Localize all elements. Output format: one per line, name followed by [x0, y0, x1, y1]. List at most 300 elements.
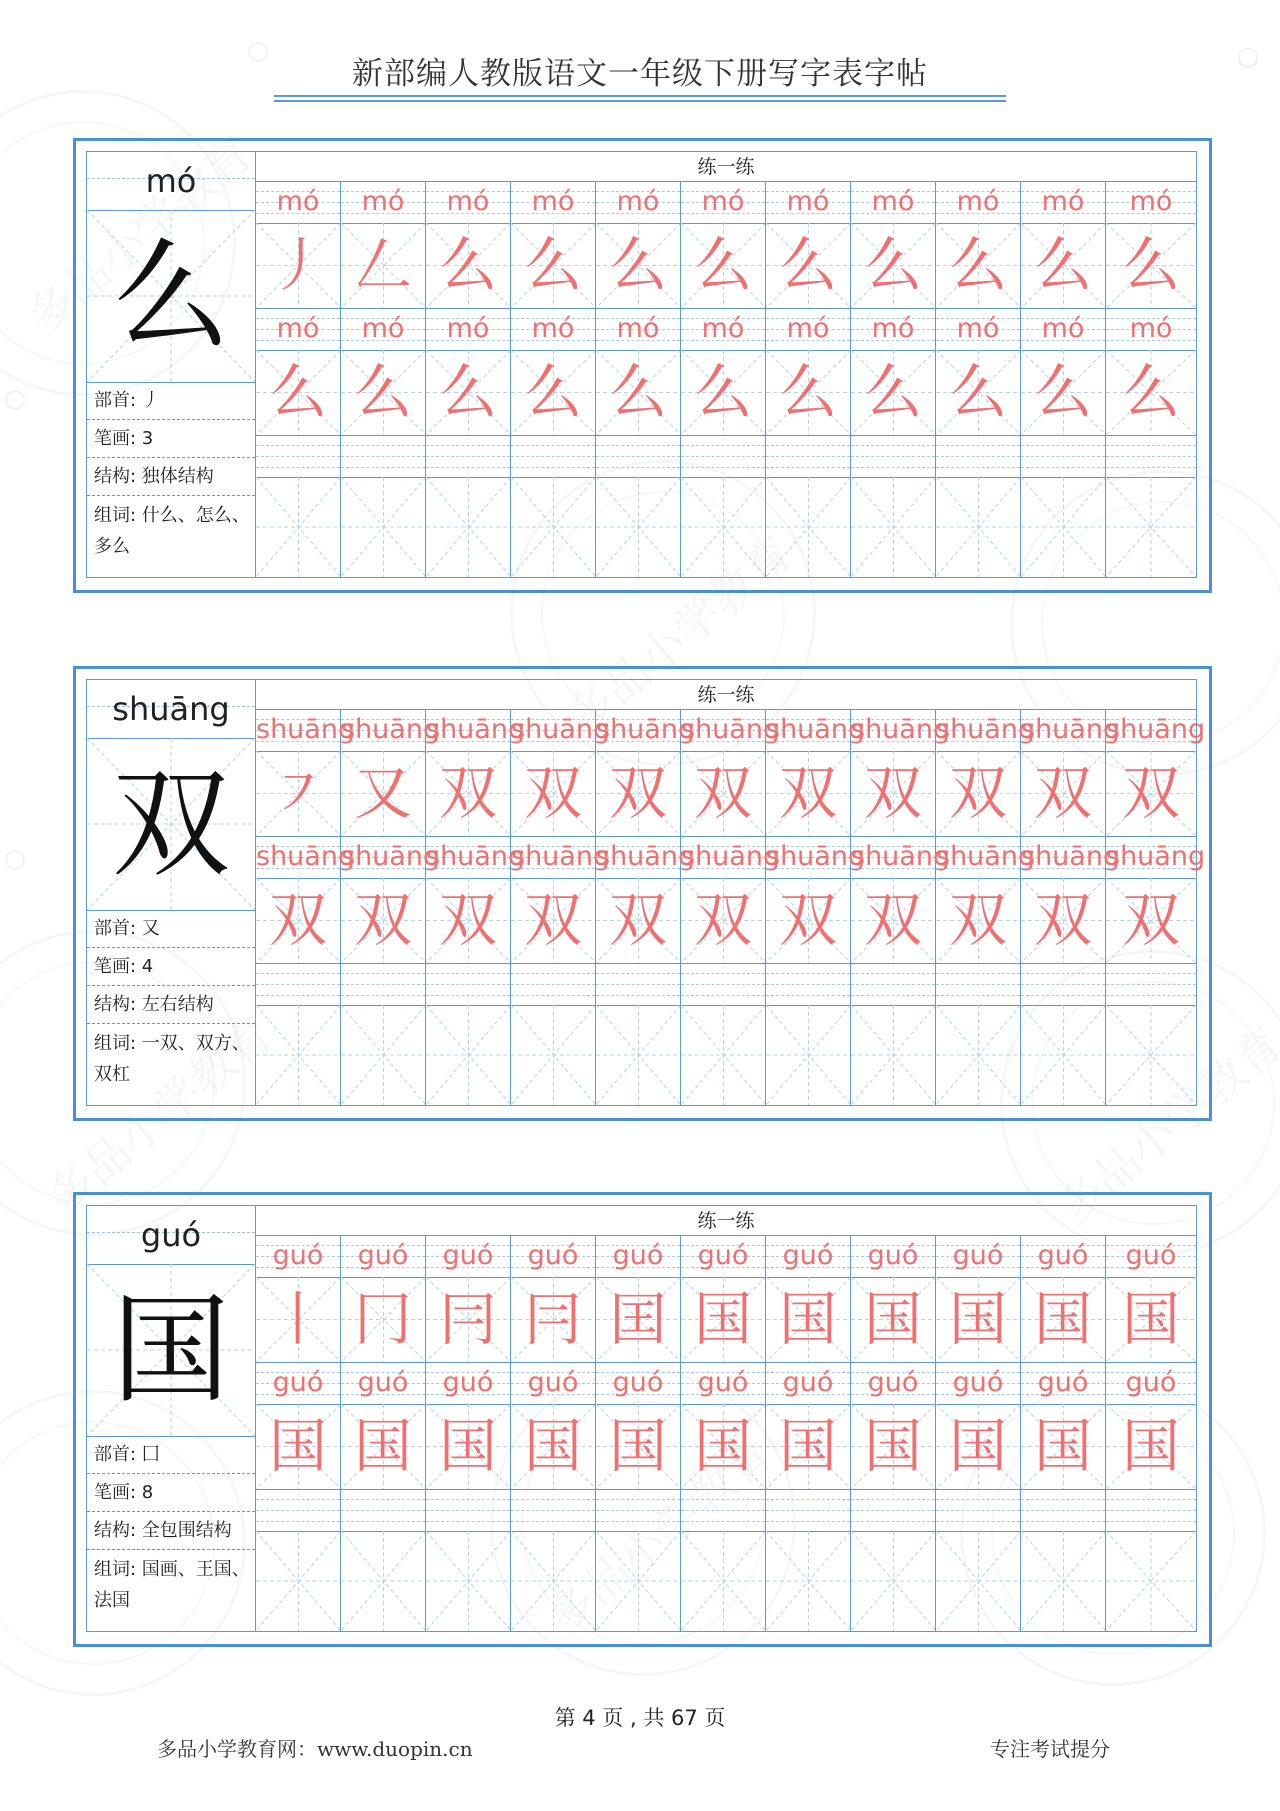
practice-cell[interactable]: [596, 223, 681, 308]
pinyin-trace: mó: [701, 186, 745, 217]
practice-cell[interactable]: [1106, 1531, 1196, 1631]
practice-cell[interactable]: [1106, 751, 1196, 836]
practice-cell[interactable]: [1021, 350, 1106, 435]
character-card: [73, 1192, 1212, 1647]
practice-cell[interactable]: [341, 1531, 426, 1631]
pinyin-trace: mó: [616, 186, 660, 217]
practice-cell[interactable]: [511, 1404, 596, 1489]
pinyin-cell[interactable]: [936, 709, 1036, 751]
practice-cell[interactable]: [936, 477, 1021, 577]
pinyin-cell[interactable]: [596, 836, 696, 878]
trace-character: 么: [778, 358, 837, 426]
pinyin-trace: shuāng: [851, 841, 951, 872]
practice-cell[interactable]: [341, 350, 426, 435]
trace-character: 冃: [523, 1285, 582, 1353]
pinyin-cell[interactable]: [511, 709, 611, 751]
practice-cell[interactable]: [1021, 223, 1106, 308]
pinyin-guide-line: [256, 1510, 340, 1511]
trace-character: 双: [438, 886, 497, 954]
practice-cell[interactable]: [1106, 350, 1196, 435]
practice-cell[interactable]: [511, 751, 596, 836]
pinyin-trace: guó: [697, 1240, 749, 1271]
practice-cell[interactable]: [511, 477, 596, 577]
page-number: 第 4 页 , 共 67 页: [554, 1706, 726, 1730]
pinyin-cell[interactable]: [596, 308, 681, 350]
pinyin-cell[interactable]: [256, 836, 356, 878]
pinyin-guide-line: [511, 1510, 595, 1511]
pinyin-guide-line: [851, 1499, 935, 1500]
pinyin-cell[interactable]: [681, 1489, 766, 1531]
pinyin-guide-line: [766, 995, 850, 996]
practice-cell[interactable]: [681, 1404, 766, 1489]
pinyin-cell[interactable]: [1021, 1235, 1106, 1277]
pinyin-cell[interactable]: [851, 435, 936, 477]
pinyin-guide-line: [1106, 1521, 1196, 1522]
trace-character: 么: [863, 231, 922, 299]
trace-character: 么: [268, 358, 327, 426]
pinyin-cell[interactable]: [681, 836, 781, 878]
practice-cell[interactable]: [851, 878, 936, 963]
practice-cell[interactable]: [256, 1277, 341, 1362]
pinyin-cell[interactable]: [1106, 308, 1196, 350]
model-character-box: [87, 1264, 255, 1437]
pinyin-trace: shuāng: [1106, 841, 1206, 872]
tian-grid: [766, 1005, 851, 1105]
pinyin-guide-line: [596, 1521, 680, 1522]
trace-character: 国: [693, 1285, 752, 1353]
pinyin-cell[interactable]: [1021, 435, 1106, 477]
pinyin-cell[interactable]: [681, 1235, 766, 1277]
pinyin-cell[interactable]: [341, 709, 441, 751]
practice-cell[interactable]: [1021, 751, 1106, 836]
practice-cell[interactable]: [936, 1531, 1021, 1631]
pinyin-cell[interactable]: [851, 1362, 936, 1404]
pinyin-cell[interactable]: [851, 1235, 936, 1277]
practice-cell[interactable]: [681, 223, 766, 308]
character-info-panel: [87, 680, 256, 1105]
pinyin-cell[interactable]: [936, 963, 1021, 1005]
pinyin-cell[interactable]: [1021, 709, 1121, 751]
pinyin-cell[interactable]: [426, 836, 526, 878]
practice-cell[interactable]: [936, 1005, 1021, 1105]
pinyin-cell[interactable]: [766, 308, 851, 350]
pinyin-trace: shuāng: [596, 714, 696, 745]
pinyin-trace: mó: [531, 313, 575, 344]
practice-cell[interactable]: [426, 751, 511, 836]
pinyin-guide-line: [681, 995, 765, 996]
pinyin-trace: guó: [952, 1240, 1004, 1271]
practice-cell[interactable]: [256, 1404, 341, 1489]
practice-cell[interactable]: [851, 223, 936, 308]
pinyin-cell[interactable]: [936, 181, 1021, 223]
pinyin-cell[interactable]: [936, 435, 1021, 477]
practice-cell[interactable]: [341, 878, 426, 963]
pinyin-trace: guó: [527, 1367, 579, 1398]
tian-grid: [936, 477, 1021, 577]
pinyin-guide-line: [851, 995, 935, 996]
pinyin-cell[interactable]: [766, 1235, 851, 1277]
pinyin-guide-line: [341, 973, 425, 974]
practice-cell[interactable]: [1106, 1005, 1196, 1105]
pinyin-cell[interactable]: [426, 308, 511, 350]
pinyin-cell[interactable]: [256, 181, 341, 223]
trace-character: 国: [438, 1412, 497, 1480]
pinyin-cell[interactable]: [1106, 963, 1196, 1005]
practice-cell[interactable]: [341, 1404, 426, 1489]
practice-cell[interactable]: [256, 751, 341, 836]
pinyin-guide-line: [1021, 1521, 1105, 1522]
pinyin-cell[interactable]: [426, 963, 511, 1005]
pinyin-cell[interactable]: [341, 308, 426, 350]
model-character: 国: [111, 1281, 230, 1419]
practice-cell[interactable]: [596, 751, 681, 836]
pinyin-cell[interactable]: [256, 1235, 341, 1277]
practice-cell[interactable]: [681, 1277, 766, 1362]
pinyin-guide-line: [1106, 984, 1196, 985]
pinyin-cell[interactable]: [596, 709, 696, 751]
pinyin-cell[interactable]: [596, 1489, 681, 1531]
character-card: [73, 138, 1212, 593]
title-underline: [274, 95, 1006, 97]
pinyin-cell[interactable]: [511, 308, 596, 350]
radical-label: 部首: 囗: [87, 1436, 255, 1474]
pinyin-trace: mó: [361, 313, 405, 344]
pinyin-guide-line: [511, 467, 595, 468]
practice-cell[interactable]: [596, 878, 681, 963]
practice-cell[interactable]: [766, 1277, 851, 1362]
pinyin-cell[interactable]: [596, 963, 681, 1005]
pinyin-cell[interactable]: [851, 1489, 936, 1531]
pinyin-guide-line: [426, 1521, 510, 1522]
pinyin-cell[interactable]: [256, 435, 341, 477]
practice-cell[interactable]: [1106, 223, 1196, 308]
pinyin-trace: mó: [446, 186, 490, 217]
pinyin-guide-line: [851, 1521, 935, 1522]
pinyin-cell[interactable]: [596, 181, 681, 223]
trace-character: 双: [1033, 886, 1092, 954]
pinyin-cell[interactable]: [256, 1362, 341, 1404]
practice-cell[interactable]: [1021, 477, 1106, 577]
trace-character: 么: [1033, 358, 1092, 426]
pinyin-cell[interactable]: [851, 308, 936, 350]
pinyin-cell[interactable]: [681, 963, 766, 1005]
pinyin-cell[interactable]: [511, 1235, 596, 1277]
practice-cell[interactable]: [511, 1005, 596, 1105]
practice-cell[interactable]: [1106, 878, 1196, 963]
pinyin-cell[interactable]: [426, 435, 511, 477]
pinyin-guide-line: [851, 445, 935, 446]
practice-cell[interactable]: [936, 751, 1021, 836]
pinyin-cell[interactable]: [426, 1235, 511, 1277]
pinyin-cell[interactable]: [1021, 1489, 1106, 1531]
pinyin-cell[interactable]: [511, 963, 596, 1005]
pinyin-cell[interactable]: [936, 308, 1021, 350]
pinyin-cell[interactable]: [426, 181, 511, 223]
pinyin-cell[interactable]: [851, 181, 936, 223]
trace-character: 双: [608, 759, 667, 827]
pinyin-guide-line: [341, 984, 425, 985]
pinyin-cell[interactable]: [341, 1235, 426, 1277]
pinyin-trace: guó: [272, 1240, 324, 1271]
practice-cell[interactable]: [341, 477, 426, 577]
pinyin-guide-line: [426, 973, 510, 974]
pinyin-cell[interactable]: [426, 1489, 511, 1531]
trace-character: 国: [1121, 1285, 1180, 1353]
practice-cell[interactable]: [426, 1531, 511, 1631]
pinyin-cell[interactable]: [1106, 1235, 1196, 1277]
practice-cell[interactable]: [936, 878, 1021, 963]
practice-cell[interactable]: [511, 350, 596, 435]
pinyin-trace: guó: [612, 1240, 664, 1271]
pinyin-cell[interactable]: [1106, 836, 1206, 878]
practice-cell[interactable]: [681, 1005, 766, 1105]
pinyin-cell[interactable]: [851, 963, 936, 1005]
pinyin-cell[interactable]: [766, 435, 851, 477]
footer-slogan: 专注考试提分: [990, 1737, 1110, 1761]
trace-character: 国: [353, 1412, 412, 1480]
pinyin-guide-line: [681, 1510, 765, 1511]
trace-character: 双: [693, 759, 752, 827]
practice-cell[interactable]: [596, 350, 681, 435]
practice-cell[interactable]: [766, 1531, 851, 1631]
practice-cell[interactable]: [851, 1005, 936, 1105]
pinyin-guide-line: [1021, 445, 1105, 446]
practice-cell[interactable]: [851, 1531, 936, 1631]
pinyin-guide-line: [511, 1499, 595, 1500]
practice-cell[interactable]: [936, 1404, 1021, 1489]
page-title: 新部编人教版语文一年级下册写字表字帖: [352, 56, 928, 92]
trace-character: 冃: [438, 1285, 497, 1353]
pinyin-cell[interactable]: [511, 435, 596, 477]
practice-cell[interactable]: [1106, 477, 1196, 577]
pinyin-cell[interactable]: [256, 709, 356, 751]
pinyin-cell[interactable]: [766, 836, 866, 878]
practice-panel: [256, 152, 1196, 577]
pinyin-cell[interactable]: [511, 1489, 596, 1531]
pinyin-trace: shuāng: [1021, 841, 1121, 872]
pinyin-cell[interactable]: [766, 1489, 851, 1531]
pinyin-cell[interactable]: [1106, 709, 1206, 751]
pinyin-cell[interactable]: [341, 181, 426, 223]
practice-cell[interactable]: [851, 751, 936, 836]
trace-character: 么: [1121, 231, 1180, 299]
practice-cell[interactable]: [1106, 1277, 1196, 1362]
pinyin-guide-line: [596, 995, 680, 996]
practice-cell[interactable]: [1021, 1277, 1106, 1362]
practice-cell[interactable]: [256, 1005, 341, 1105]
practice-cell[interactable]: [851, 1404, 936, 1489]
trace-character: 么: [863, 358, 922, 426]
pinyin-cell[interactable]: [256, 963, 341, 1005]
practice-cell[interactable]: [681, 751, 766, 836]
watermark-dot: [5, 390, 25, 410]
practice-cell[interactable]: [766, 878, 851, 963]
pinyin-cell[interactable]: [936, 836, 1036, 878]
pinyin-cell[interactable]: [1106, 1489, 1196, 1531]
pinyin-cell[interactable]: [341, 1489, 426, 1531]
pinyin-cell[interactable]: [1021, 1362, 1106, 1404]
pinyin-cell[interactable]: [596, 1362, 681, 1404]
practice-cell[interactable]: [681, 350, 766, 435]
pinyin-guide-line: [936, 984, 1020, 985]
pinyin-cell[interactable]: [341, 435, 426, 477]
trace-character: 国: [268, 1412, 327, 1480]
pinyin-trace: guó: [612, 1367, 664, 1398]
tian-grid: [681, 1531, 766, 1631]
practice-cell[interactable]: [426, 477, 511, 577]
practice-cell[interactable]: [766, 350, 851, 435]
practice-cell[interactable]: [511, 878, 596, 963]
practice-cell[interactable]: [596, 1531, 681, 1631]
pinyin-cell[interactable]: [936, 1362, 1021, 1404]
pinyin-cell[interactable]: [511, 1362, 596, 1404]
practice-cell[interactable]: [681, 477, 766, 577]
tian-grid: [851, 1005, 936, 1105]
pinyin-cell[interactable]: [596, 435, 681, 477]
pinyin-guide-line: [511, 445, 595, 446]
practice-cell[interactable]: [426, 223, 511, 308]
practice-cell[interactable]: [426, 1005, 511, 1105]
pinyin-guide-line: [1021, 995, 1105, 996]
pinyin-cell[interactable]: [681, 709, 781, 751]
pinyin-cell[interactable]: [681, 308, 766, 350]
practice-cell[interactable]: [596, 1277, 681, 1362]
practice-cell[interactable]: [511, 1531, 596, 1631]
practice-cell[interactable]: [341, 223, 426, 308]
pinyin-cell[interactable]: [766, 709, 866, 751]
watermark-dot: [5, 850, 25, 870]
character-practice-row: [256, 1277, 1196, 1362]
tian-grid: [511, 477, 596, 577]
pinyin-cell[interactable]: [426, 709, 526, 751]
pinyin-trace: mó: [786, 186, 830, 217]
practice-cell[interactable]: [1021, 1404, 1106, 1489]
practice-cell[interactable]: [936, 1277, 1021, 1362]
pinyin-cell[interactable]: [341, 1362, 426, 1404]
pinyin-cell[interactable]: [1021, 963, 1106, 1005]
practice-cell[interactable]: [341, 1005, 426, 1105]
pinyin-cell[interactable]: [1106, 1362, 1196, 1404]
pinyin-cell[interactable]: [1106, 181, 1196, 223]
pinyin-guide-line: [936, 445, 1020, 446]
practice-cell[interactable]: [1021, 1005, 1106, 1105]
practice-cell[interactable]: [766, 1404, 851, 1489]
pinyin-trace: guó: [1037, 1367, 1089, 1398]
pinyin-cell[interactable]: [851, 709, 951, 751]
practice-cell[interactable]: [851, 350, 936, 435]
practice-cell[interactable]: [426, 1277, 511, 1362]
trace-character: 么: [1033, 231, 1092, 299]
practice-cell[interactable]: [256, 477, 341, 577]
pinyin-cell[interactable]: [936, 1489, 1021, 1531]
pinyin-trace: mó: [871, 313, 915, 344]
practice-cell[interactable]: [596, 1404, 681, 1489]
pinyin-cell[interactable]: [681, 435, 766, 477]
pinyin-cell[interactable]: [766, 1362, 851, 1404]
pinyin-trace: mó: [616, 313, 660, 344]
pinyin-trace: shuāng: [681, 714, 781, 745]
practice-cell[interactable]: [766, 1005, 851, 1105]
pinyin-cell[interactable]: [341, 836, 441, 878]
pinyin-cell[interactable]: [936, 1235, 1021, 1277]
pinyin-trace: shuāng: [766, 841, 866, 872]
pinyin-cell[interactable]: [1106, 435, 1196, 477]
pinyin-guide-line: [936, 1499, 1020, 1500]
pinyin-cell[interactable]: [681, 181, 766, 223]
practice-cell[interactable]: [256, 878, 341, 963]
pinyin-cell[interactable]: [766, 963, 851, 1005]
pinyin-guide-line: [596, 1510, 680, 1511]
practice-cell[interactable]: [596, 1005, 681, 1105]
character-card: [73, 666, 1212, 1121]
practice-cell[interactable]: [426, 1404, 511, 1489]
pinyin-cell[interactable]: [1021, 181, 1106, 223]
pinyin-cell[interactable]: [341, 963, 426, 1005]
pinyin-cell[interactable]: [766, 181, 851, 223]
practice-cell[interactable]: [851, 1277, 936, 1362]
pinyin-trace: guó: [442, 1240, 494, 1271]
character-practice-row: [256, 1531, 1196, 1631]
practice-cell[interactable]: [1021, 878, 1106, 963]
pinyin-guide-line: [936, 1510, 1020, 1511]
practice-cell[interactable]: [426, 350, 511, 435]
practice-cell[interactable]: [256, 1531, 341, 1631]
pinyin-cell[interactable]: [851, 836, 951, 878]
pinyin-cell[interactable]: [256, 1489, 341, 1531]
practice-cell[interactable]: [936, 223, 1021, 308]
pinyin-cell[interactable]: [511, 181, 596, 223]
pinyin-cell[interactable]: [511, 836, 611, 878]
tian-grid: [596, 1531, 681, 1631]
pinyin-trace: shuāng: [426, 714, 526, 745]
practice-cell[interactable]: [936, 350, 1021, 435]
practice-cell[interactable]: [766, 751, 851, 836]
practice-cell[interactable]: [1021, 1531, 1106, 1631]
pinyin-guide-line: [851, 1510, 935, 1511]
pinyin-cell[interactable]: [1021, 308, 1106, 350]
trace-character: 么: [948, 231, 1007, 299]
trace-character: 么: [608, 358, 667, 426]
practice-cell[interactable]: [681, 1531, 766, 1631]
character-practice-row: [256, 223, 1196, 308]
pinyin-cell[interactable]: [1021, 836, 1121, 878]
practice-cell[interactable]: [341, 1277, 426, 1362]
practice-cell[interactable]: [681, 878, 766, 963]
practice-cell[interactable]: [256, 350, 341, 435]
practice-cell[interactable]: [1106, 1404, 1196, 1489]
pinyin-trace: shuāng: [256, 714, 356, 745]
pinyin-cell[interactable]: [426, 1362, 511, 1404]
practice-cell[interactable]: [341, 751, 426, 836]
pinyin-cell[interactable]: [681, 1362, 766, 1404]
practice-cell[interactable]: [596, 477, 681, 577]
pinyin-trace: shuāng: [426, 841, 526, 872]
practice-cell[interactable]: [511, 1277, 596, 1362]
practice-cell[interactable]: [766, 223, 851, 308]
practice-cell[interactable]: [766, 477, 851, 577]
card-inner-frame: [86, 679, 1206, 1106]
pinyin-cell[interactable]: [596, 1235, 681, 1277]
pinyin-guide-line: [511, 984, 595, 985]
tian-grid: [341, 1005, 426, 1105]
practice-cell[interactable]: [511, 223, 596, 308]
practice-cell[interactable]: [256, 223, 341, 308]
practice-cell[interactable]: [851, 477, 936, 577]
pinyin-guide-line: [426, 456, 510, 457]
practice-cell[interactable]: [426, 878, 511, 963]
pinyin-cell[interactable]: [256, 308, 341, 350]
pinyin-guide-line: [1106, 445, 1196, 446]
